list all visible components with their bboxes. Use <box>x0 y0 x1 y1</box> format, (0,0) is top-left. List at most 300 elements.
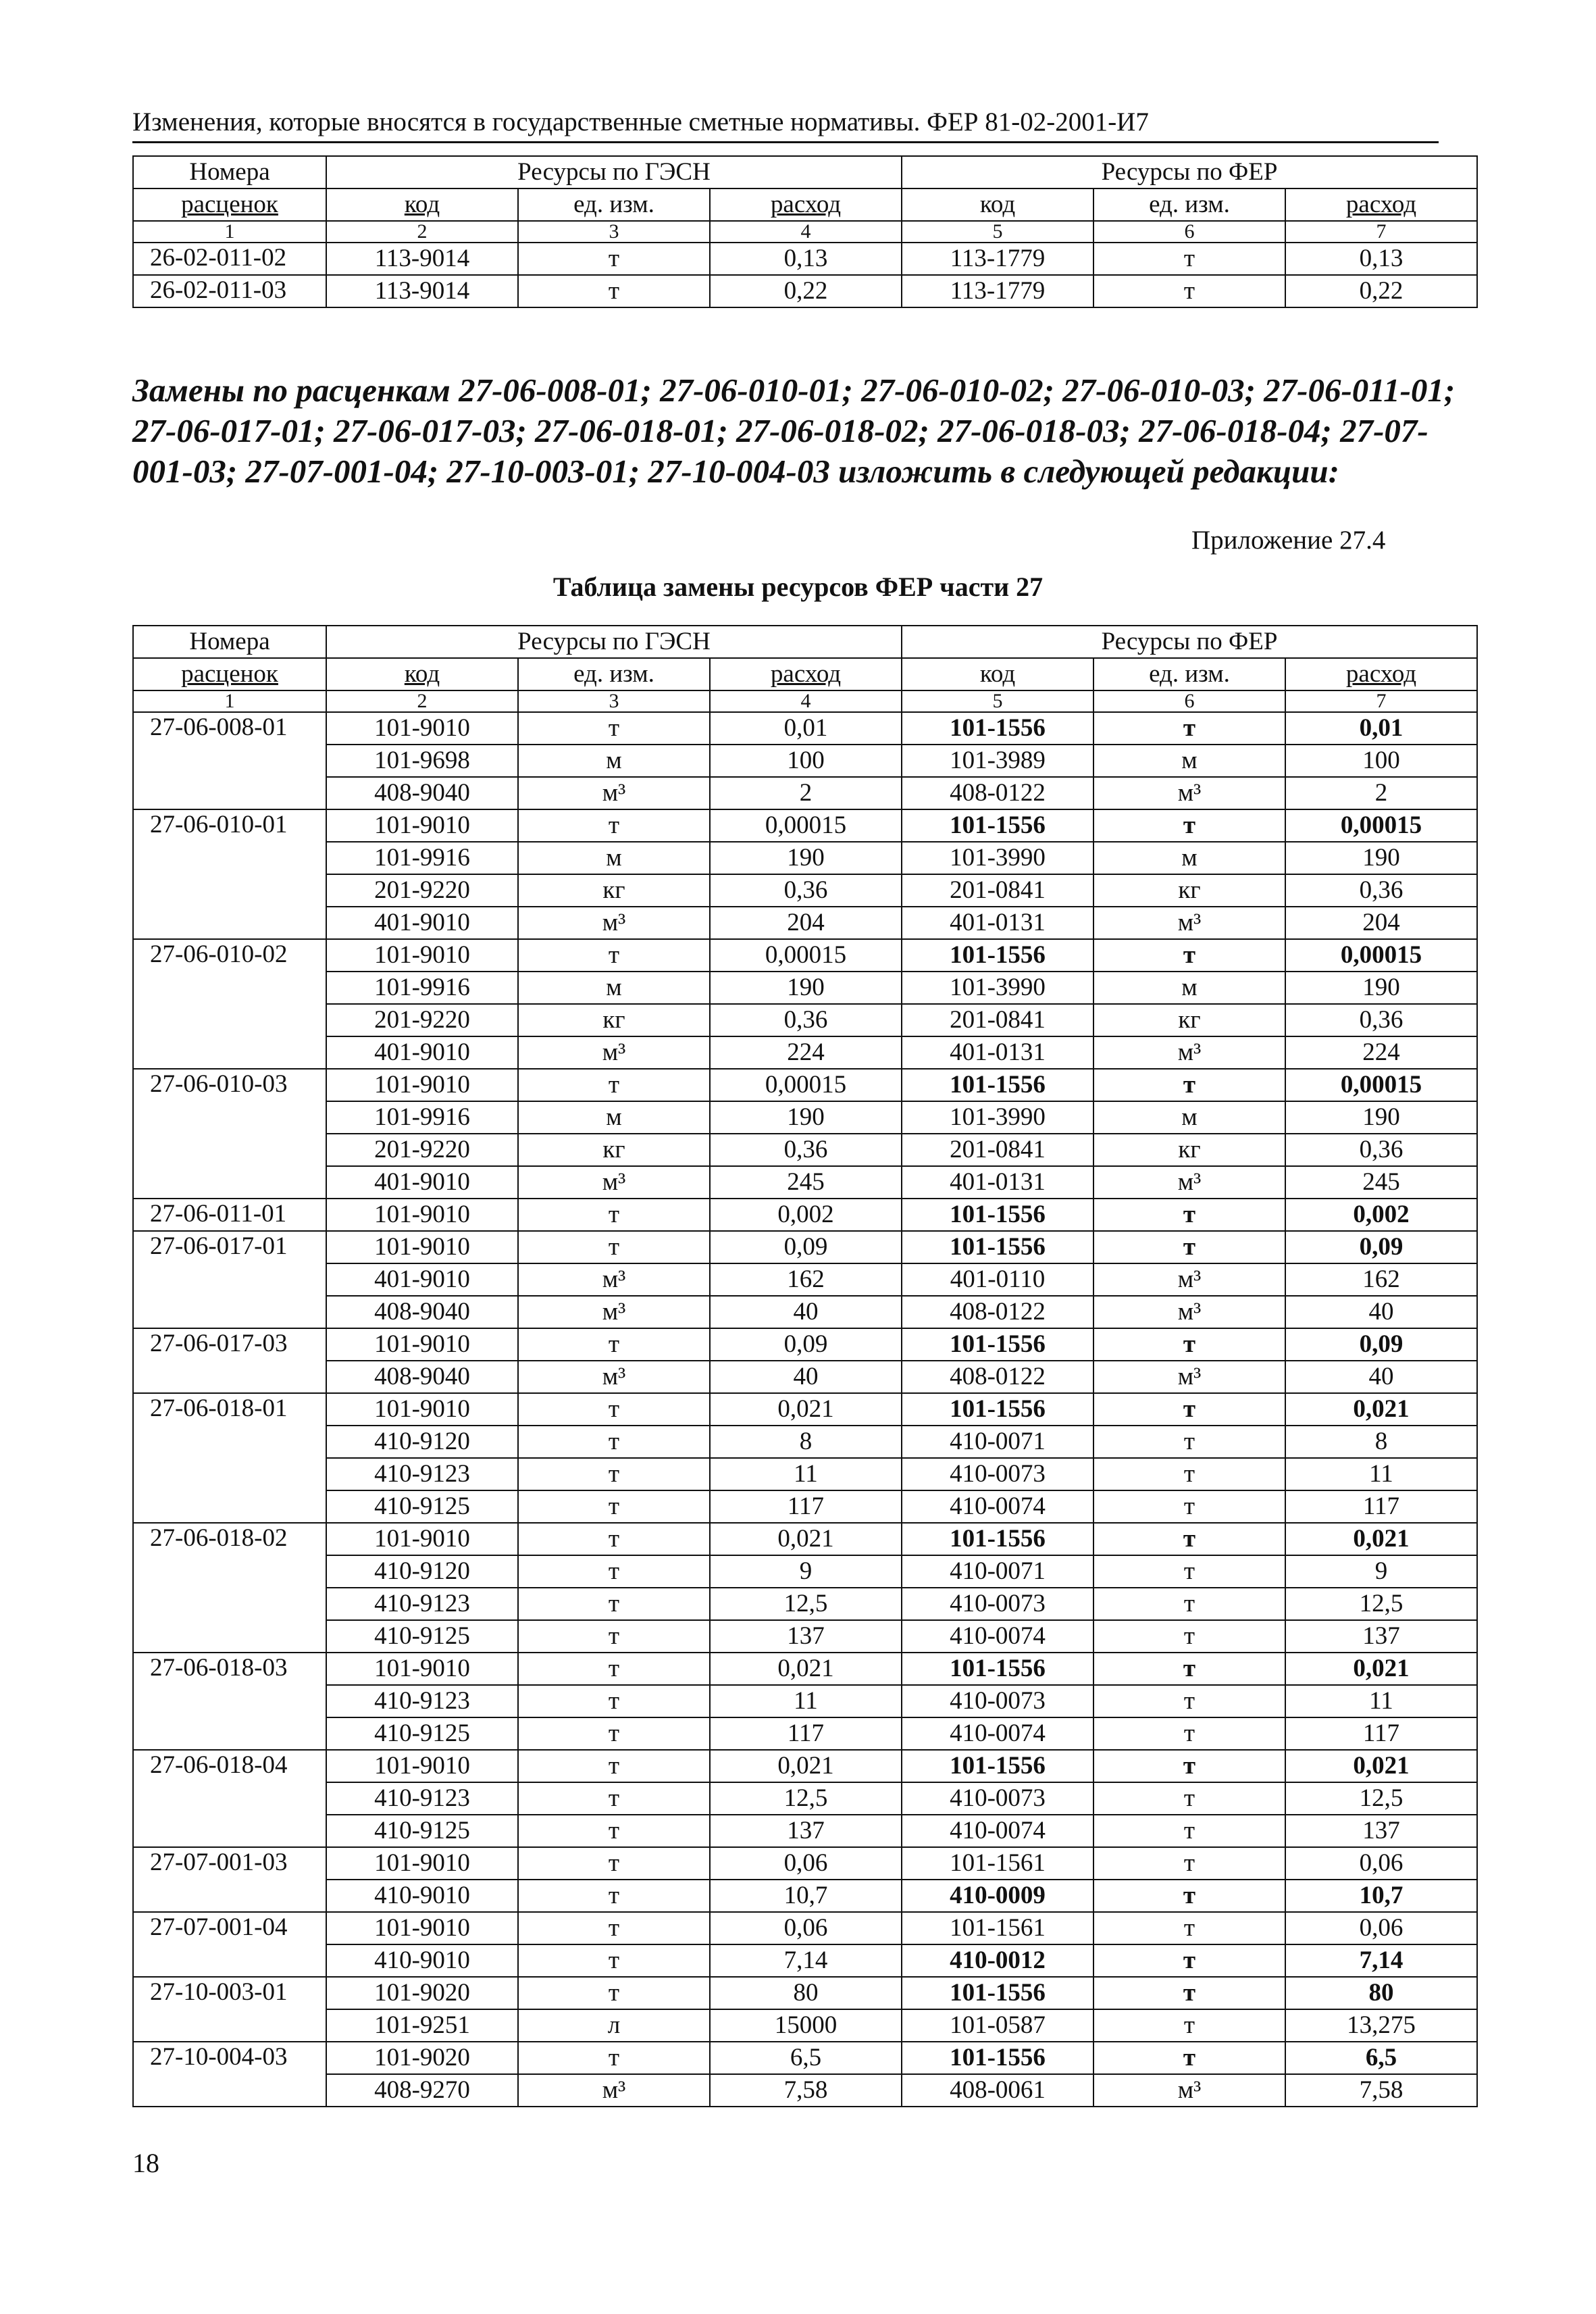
gesn-unit: т <box>518 275 710 307</box>
fer-usage: 0,06 <box>1285 1912 1477 1944</box>
table-row <box>133 1426 1477 1458</box>
fer-unit: т <box>1093 2042 1285 2074</box>
fer-usage: 117 <box>1285 1717 1477 1750</box>
fer-usage: 190 <box>1285 972 1477 1004</box>
col-fer-head: Ресурсы по ФЕР <box>902 156 1477 188</box>
gesn-code: 101-9010 <box>326 1328 518 1361</box>
fer-code: 410-0073 <box>902 1685 1093 1717</box>
gesn-usage: 162 <box>710 1263 902 1296</box>
rate-number: 27-06-018-02 <box>133 1523 326 1555</box>
fer-unit: кг <box>1093 1004 1285 1036</box>
fer-unit: т <box>1093 2009 1285 2042</box>
rate-number: 26-02-011-03 <box>133 275 326 307</box>
rate-number <box>133 2009 326 2042</box>
gesn-unit: м³ <box>518 1361 710 1393</box>
table-row <box>133 1393 1477 1426</box>
table-row <box>133 243 1477 275</box>
rate-number <box>133 1717 326 1750</box>
col-rate-head-2: расценок <box>133 658 326 690</box>
fer-unit: м <box>1093 745 1285 777</box>
gesn-usage: 8 <box>710 1426 902 1458</box>
table-title: Таблица замены ресурсов ФЕР части 27 <box>552 572 1044 602</box>
column-index: 7 <box>1285 690 1477 712</box>
gesn-unit: т <box>518 1750 710 1782</box>
rate-number: 26-02-011-02 <box>133 243 326 275</box>
fer-unit: т <box>1093 1880 1285 1912</box>
table-row <box>133 1199 1477 1231</box>
col-gesn-head: Ресурсы по ГЭСН <box>326 626 902 658</box>
gesn-usage: 11 <box>710 1685 902 1717</box>
gesn-usage: 204 <box>710 907 902 939</box>
fer-code: 410-0009 <box>902 1880 1093 1912</box>
gesn-code: 101-9010 <box>326 1523 518 1555</box>
gesn-usage: 0,22 <box>710 275 902 307</box>
table-row <box>133 1523 1477 1555</box>
rate-number <box>133 1361 326 1393</box>
column-index: 6 <box>1093 690 1285 712</box>
fer-unit: м³ <box>1093 777 1285 809</box>
fer-code: 410-0012 <box>902 1944 1093 1977</box>
table-row <box>133 1263 1477 1296</box>
rate-number <box>133 972 326 1004</box>
col-rate-head: Номера <box>133 156 326 188</box>
fer-code: 101-1556 <box>902 1653 1093 1685</box>
gesn-code: 101-9010 <box>326 1069 518 1101</box>
fer-unit: т <box>1093 1393 1285 1426</box>
gesn-usage: 137 <box>710 1620 902 1653</box>
fer-code: 401-0110 <box>902 1263 1093 1296</box>
gesn-code: 408-9270 <box>326 2074 518 2107</box>
fer-usage: 12,5 <box>1285 1588 1477 1620</box>
gesn-code: 113-9014 <box>326 275 518 307</box>
table-row <box>133 275 1477 307</box>
rate-number <box>133 842 326 874</box>
gesn-unit: т <box>518 1555 710 1588</box>
gesn-code: 410-9123 <box>326 1588 518 1620</box>
rate-number <box>133 1004 326 1036</box>
rate-number: 27-06-018-01 <box>133 1393 326 1426</box>
fer-usage: 6,5 <box>1285 2042 1477 2074</box>
gesn-unit: м³ <box>518 777 710 809</box>
table-row <box>133 745 1477 777</box>
fer-unit: т <box>1093 1944 1285 1977</box>
rate-number: 27-06-010-01 <box>133 809 326 842</box>
table-row <box>133 874 1477 907</box>
fer-code: 408-0061 <box>902 2074 1093 2107</box>
rate-number <box>133 1815 326 1847</box>
rate-number <box>133 1944 326 1977</box>
gesn-usage: 10,7 <box>710 1880 902 1912</box>
gesn-code: 101-9010 <box>326 1199 518 1231</box>
gesn-code: 401-9010 <box>326 907 518 939</box>
fer-unit: т <box>1093 939 1285 972</box>
fer-usage: 0,021 <box>1285 1393 1477 1426</box>
fer-unit: м³ <box>1093 907 1285 939</box>
gesn-code: 410-9120 <box>326 1426 518 1458</box>
fer-unit: т <box>1093 1069 1285 1101</box>
rate-number <box>133 1458 326 1490</box>
rate-number: 27-06-017-01 <box>133 1231 326 1263</box>
gesn-unit: т <box>518 1199 710 1231</box>
fer-usage: 224 <box>1285 1036 1477 1069</box>
column-index: 4 <box>710 221 902 243</box>
fer-usage: 0,021 <box>1285 1523 1477 1555</box>
gesn-unit: м <box>518 1101 710 1134</box>
rate-number: 27-06-010-03 <box>133 1069 326 1101</box>
gesn-unit: кг <box>518 1134 710 1166</box>
fer-usage: 0,22 <box>1285 275 1477 307</box>
fer-usage: 0,09 <box>1285 1231 1477 1263</box>
fer-usage: 11 <box>1285 1685 1477 1717</box>
fer-usage: 0,13 <box>1285 243 1477 275</box>
gesn-code: 410-9125 <box>326 1815 518 1847</box>
fer-code: 101-3990 <box>902 972 1093 1004</box>
rate-number <box>133 1620 326 1653</box>
gesn-unit: т <box>518 2042 710 2074</box>
gesn-usage: 117 <box>710 1717 902 1750</box>
column-index-row <box>133 690 1477 712</box>
fer-unit: т <box>1093 1782 1285 1815</box>
gesn-usage: 40 <box>710 1296 902 1328</box>
fer-usage: 80 <box>1285 1977 1477 2009</box>
fer-code: 101-1556 <box>902 939 1093 972</box>
page-number: 18 <box>132 2148 159 2178</box>
gesn-code: 101-9010 <box>326 1653 518 1685</box>
fer-code: 410-0074 <box>902 1717 1093 1750</box>
table-row <box>133 1620 1477 1653</box>
gesn-usage: 15000 <box>710 2009 902 2042</box>
gesn-code: 201-9220 <box>326 1004 518 1036</box>
gesn-code: 101-9010 <box>326 712 518 745</box>
gesn-usage: 0,021 <box>710 1653 902 1685</box>
gesn-code: 401-9010 <box>326 1263 518 1296</box>
gesn-usage: 12,5 <box>710 1782 902 1815</box>
col-rate-head: Номера <box>133 626 326 658</box>
gesn-code: 113-9014 <box>326 243 518 275</box>
table-row <box>133 1588 1477 1620</box>
rate-number <box>133 1555 326 1588</box>
col-usage-head: расход <box>1285 188 1477 221</box>
fer-usage: 10,7 <box>1285 1880 1477 1912</box>
fer-usage: 100 <box>1285 745 1477 777</box>
fer-usage: 137 <box>1285 1815 1477 1847</box>
table-row <box>133 1361 1477 1393</box>
column-index: 1 <box>133 690 326 712</box>
gesn-unit: т <box>518 939 710 972</box>
rate-number <box>133 777 326 809</box>
rate-number <box>133 1426 326 1458</box>
column-index: 3 <box>518 690 710 712</box>
rate-number <box>133 1490 326 1523</box>
column-index: 5 <box>902 221 1093 243</box>
gesn-usage: 0,01 <box>710 712 902 745</box>
rate-number <box>133 1101 326 1134</box>
gesn-unit: т <box>518 1426 710 1458</box>
table-row <box>133 1458 1477 1490</box>
fer-unit: м³ <box>1093 1166 1285 1199</box>
rate-number <box>133 1880 326 1912</box>
fer-unit: т <box>1093 1717 1285 1750</box>
table-replacements-26 <box>132 155 1478 308</box>
table-row <box>133 1653 1477 1685</box>
gesn-unit: т <box>518 1815 710 1847</box>
fer-unit: т <box>1093 809 1285 842</box>
rate-number <box>133 1685 326 1717</box>
fer-unit: м <box>1093 972 1285 1004</box>
table-row <box>133 1004 1477 1036</box>
table-row <box>133 1328 1477 1361</box>
gesn-unit: т <box>518 1912 710 1944</box>
fer-unit: т <box>1093 1231 1285 1263</box>
fer-code: 101-1556 <box>902 809 1093 842</box>
rate-number: 27-10-003-01 <box>133 1977 326 2009</box>
fer-unit: т <box>1093 1588 1285 1620</box>
fer-code: 101-1556 <box>902 1523 1093 1555</box>
fer-unit: т <box>1093 1685 1285 1717</box>
table-row <box>133 1101 1477 1134</box>
gesn-usage: 224 <box>710 1036 902 1069</box>
fer-unit: т <box>1093 1458 1285 1490</box>
table-row <box>133 712 1477 745</box>
gesn-code: 410-9125 <box>326 1490 518 1523</box>
rate-number: 27-06-018-04 <box>133 1750 326 1782</box>
gesn-unit: т <box>518 712 710 745</box>
fer-usage: 12,5 <box>1285 1782 1477 1815</box>
gesn-unit: м³ <box>518 1263 710 1296</box>
fer-code: 401-0131 <box>902 1036 1093 1069</box>
fer-unit: т <box>1093 1847 1285 1880</box>
gesn-usage: 0,36 <box>710 874 902 907</box>
gesn-usage: 0,36 <box>710 1134 902 1166</box>
fer-usage: 0,00015 <box>1285 1069 1477 1101</box>
fer-code: 101-1556 <box>902 1231 1093 1263</box>
rate-number: 27-06-017-03 <box>133 1328 326 1361</box>
fer-code: 401-0131 <box>902 1166 1093 1199</box>
rate-number <box>133 1134 326 1166</box>
rate-number: 27-07-001-04 <box>133 1912 326 1944</box>
gesn-unit: кг <box>518 1004 710 1036</box>
fer-code: 101-3990 <box>902 842 1093 874</box>
fer-code: 201-0841 <box>902 1004 1093 1036</box>
fer-unit: м <box>1093 842 1285 874</box>
gesn-code: 410-9120 <box>326 1555 518 1588</box>
rate-number <box>133 1263 326 1296</box>
gesn-code: 101-9251 <box>326 2009 518 2042</box>
fer-code: 410-0071 <box>902 1555 1093 1588</box>
table-row <box>133 1912 1477 1944</box>
col-usage-head: расход <box>710 658 902 690</box>
gesn-unit: м <box>518 745 710 777</box>
document-header: Изменения, которые вносятся в государственные сметные нормативы. ФЕР 81-02-2001-И7 <box>132 107 1439 143</box>
fer-usage: 11 <box>1285 1458 1477 1490</box>
gesn-unit: т <box>518 1782 710 1815</box>
gesn-unit: м³ <box>518 1296 710 1328</box>
fer-unit: т <box>1093 275 1285 307</box>
gesn-usage: 7,58 <box>710 2074 902 2107</box>
fer-usage: 9 <box>1285 1555 1477 1588</box>
table-row <box>133 1231 1477 1263</box>
fer-code: 101-1556 <box>902 2042 1093 2074</box>
table-row <box>133 809 1477 842</box>
gesn-usage: 7,14 <box>710 1944 902 1977</box>
gesn-unit: м³ <box>518 907 710 939</box>
gesn-unit: м³ <box>518 1036 710 1069</box>
fer-unit: т <box>1093 1328 1285 1361</box>
gesn-unit: т <box>518 1588 710 1620</box>
gesn-usage: 9 <box>710 1555 902 1588</box>
table-row <box>133 1847 1477 1880</box>
fer-code: 410-0074 <box>902 1490 1093 1523</box>
gesn-usage: 100 <box>710 745 902 777</box>
fer-code: 410-0073 <box>902 1588 1093 1620</box>
fer-code: 201-0841 <box>902 1134 1093 1166</box>
col-unit-head: ед. изм. <box>518 658 710 690</box>
col-unit-head: ед. изм. <box>518 188 710 221</box>
col-unit-head: ед. изм. <box>1093 188 1285 221</box>
gesn-code: 101-9698 <box>326 745 518 777</box>
table-row <box>133 1134 1477 1166</box>
table-row <box>133 1296 1477 1328</box>
gesn-unit: т <box>518 1620 710 1653</box>
table-row <box>133 1750 1477 1782</box>
gesn-unit: т <box>518 1977 710 2009</box>
fer-unit: м³ <box>1093 1036 1285 1069</box>
fer-code: 410-0073 <box>902 1458 1093 1490</box>
fer-usage: 0,01 <box>1285 712 1477 745</box>
gesn-code: 408-9040 <box>326 1296 518 1328</box>
rate-number <box>133 874 326 907</box>
fer-unit: т <box>1093 1523 1285 1555</box>
fer-usage: 245 <box>1285 1166 1477 1199</box>
gesn-code: 401-9010 <box>326 1036 518 1069</box>
column-index: 3 <box>518 221 710 243</box>
table-row <box>133 1815 1477 1847</box>
fer-unit: т <box>1093 1426 1285 1458</box>
rate-number <box>133 1782 326 1815</box>
gesn-code: 101-9010 <box>326 809 518 842</box>
gesn-code: 201-9220 <box>326 1134 518 1166</box>
fer-usage: 0,36 <box>1285 1004 1477 1036</box>
col-code-head: код <box>326 658 518 690</box>
rate-number <box>133 1166 326 1199</box>
gesn-unit: т <box>518 1523 710 1555</box>
fer-code: 410-0071 <box>902 1426 1093 1458</box>
gesn-usage: 0,09 <box>710 1231 902 1263</box>
gesn-usage: 80 <box>710 1977 902 2009</box>
gesn-usage: 11 <box>710 1458 902 1490</box>
gesn-usage: 0,021 <box>710 1750 902 1782</box>
gesn-usage: 0,00015 <box>710 809 902 842</box>
fer-usage: 162 <box>1285 1263 1477 1296</box>
rate-number: 27-07-001-03 <box>133 1847 326 1880</box>
fer-code: 408-0122 <box>902 1296 1093 1328</box>
fer-code: 401-0131 <box>902 907 1093 939</box>
rate-number: 27-06-010-02 <box>133 939 326 972</box>
gesn-unit: т <box>518 1393 710 1426</box>
fer-code: 410-0073 <box>902 1782 1093 1815</box>
column-index: 2 <box>326 690 518 712</box>
table-row <box>133 907 1477 939</box>
gesn-usage: 0,36 <box>710 1004 902 1036</box>
fer-unit: м <box>1093 1101 1285 1134</box>
column-index: 7 <box>1285 221 1477 243</box>
gesn-code: 410-9123 <box>326 1458 518 1490</box>
gesn-code: 101-9010 <box>326 939 518 972</box>
fer-usage: 2 <box>1285 777 1477 809</box>
gesn-unit: т <box>518 1685 710 1717</box>
gesn-usage: 0,06 <box>710 1912 902 1944</box>
gesn-unit: т <box>518 1069 710 1101</box>
fer-code: 113-1779 <box>902 275 1093 307</box>
gesn-code: 410-9123 <box>326 1782 518 1815</box>
fer-unit: т <box>1093 1490 1285 1523</box>
column-index: 1 <box>133 221 326 243</box>
fer-usage: 0,002 <box>1285 1199 1477 1231</box>
gesn-unit: т <box>518 1944 710 1977</box>
fer-usage: 40 <box>1285 1296 1477 1328</box>
fer-unit: т <box>1093 1199 1285 1231</box>
rate-number <box>133 745 326 777</box>
gesn-usage: 190 <box>710 1101 902 1134</box>
fer-unit: кг <box>1093 874 1285 907</box>
fer-usage: 8 <box>1285 1426 1477 1458</box>
gesn-code: 101-9010 <box>326 1231 518 1263</box>
gesn-usage: 0,06 <box>710 1847 902 1880</box>
gesn-code: 101-9020 <box>326 1977 518 2009</box>
table-row <box>133 1717 1477 1750</box>
gesn-unit: т <box>518 1328 710 1361</box>
rate-number <box>133 1296 326 1328</box>
fer-usage: 190 <box>1285 842 1477 874</box>
gesn-usage: 0,002 <box>710 1199 902 1231</box>
rate-number: 27-06-008-01 <box>133 712 326 745</box>
fer-usage: 0,00015 <box>1285 809 1477 842</box>
gesn-code: 101-9010 <box>326 1912 518 1944</box>
gesn-usage: 2 <box>710 777 902 809</box>
rate-number: 27-06-018-03 <box>133 1653 326 1685</box>
fer-unit: м³ <box>1093 1296 1285 1328</box>
fer-usage: 0,36 <box>1285 1134 1477 1166</box>
fer-code: 101-1556 <box>902 1977 1093 2009</box>
table-replacements-27 <box>132 625 1478 2107</box>
rate-number <box>133 1036 326 1069</box>
fer-unit: т <box>1093 1815 1285 1847</box>
fer-code: 101-1556 <box>902 1199 1093 1231</box>
gesn-usage: 12,5 <box>710 1588 902 1620</box>
fer-usage: 137 <box>1285 1620 1477 1653</box>
gesn-code: 410-9125 <box>326 1717 518 1750</box>
fer-unit: м³ <box>1093 2074 1285 2107</box>
fer-usage: 0,06 <box>1285 1847 1477 1880</box>
col-code-head: код <box>902 188 1093 221</box>
fer-unit: кг <box>1093 1134 1285 1166</box>
gesn-unit: м³ <box>518 2074 710 2107</box>
table-row <box>133 1944 1477 1977</box>
fer-usage: 13,275 <box>1285 2009 1477 2042</box>
column-index: 6 <box>1093 221 1285 243</box>
rate-number: 27-06-011-01 <box>133 1199 326 1231</box>
fer-usage: 7,14 <box>1285 1944 1477 1977</box>
col-rate-head-2: расценок <box>133 188 326 221</box>
replacement-paragraph: Замены по расценкам 27-06-008-01; 27-06-010-01; 27-06-010-02; 27-06-010-03; 27-06-011-01; 27-06-017-01; 27-06-017-03; 27-06-018-01; 27-06-018-02; 27-06-018-03; 27-06-018-04; 27-07-001-03; 27-07-001-04; 27-10-003-01; 27-10-004-03 изложить в следующей редакции: <box>132 372 1456 490</box>
fer-unit: т <box>1093 243 1285 275</box>
table-row <box>133 2009 1477 2042</box>
table-row <box>133 777 1477 809</box>
fer-unit: т <box>1093 1750 1285 1782</box>
column-index: 4 <box>710 690 902 712</box>
fer-unit: т <box>1093 1912 1285 1944</box>
fer-usage: 117 <box>1285 1490 1477 1523</box>
